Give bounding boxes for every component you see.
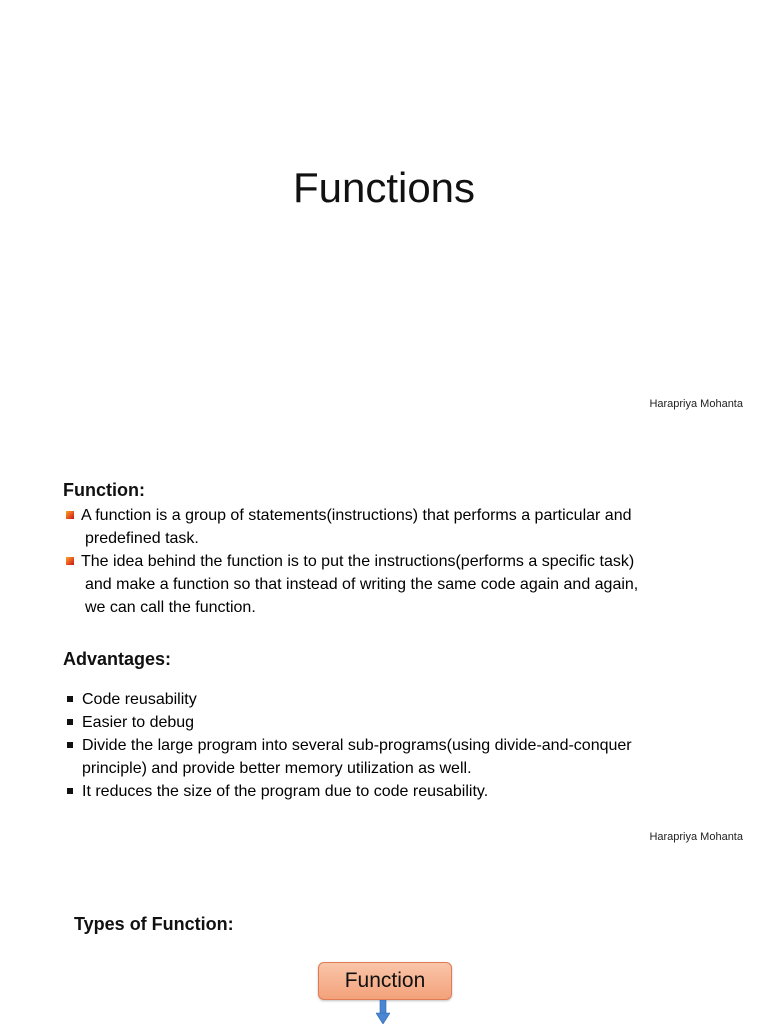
types-heading: Types of Function: <box>74 914 234 934</box>
point-line: and make a function so that instead of writing the same code again and again, <box>85 576 639 593</box>
advantages-heading: Advantages: <box>63 649 172 669</box>
function-heading: Function: <box>63 480 145 500</box>
function-slide <box>0 432 768 848</box>
definition-list <box>66 504 716 619</box>
slide-title: Functions <box>292 164 476 211</box>
point-line: predefined task. <box>85 530 199 547</box>
black-square-bullet-icon <box>67 696 73 702</box>
point-line: The idea behind the function is to put the instructions(performs a specific task) <box>81 553 635 570</box>
advantage-text: Code reusability <box>82 691 197 708</box>
definition-point <box>66 550 716 619</box>
black-square-bullet-icon <box>67 788 73 794</box>
title-slide <box>0 0 768 430</box>
orange-square-bullet-icon <box>66 557 74 565</box>
author-name: Harapriya Mohanta <box>649 831 743 843</box>
types-slide <box>0 850 768 1024</box>
list-item <box>66 734 726 780</box>
advantage-text: Divide the large program into several sub-programs(using divide-and-conquer <box>82 737 632 754</box>
definition-point <box>66 504 716 550</box>
orange-square-bullet-icon <box>66 511 74 519</box>
list-item <box>66 711 726 734</box>
advantage-text: It reduces the size of the program due to code reusability. <box>82 783 489 800</box>
advantage-text: Easier to debug <box>82 714 195 731</box>
advantages-list <box>66 688 726 803</box>
function-box: Function <box>318 962 452 1000</box>
list-item <box>66 780 726 803</box>
point-line: A function is a group of statements(instructions) that performs a particular and <box>81 507 632 524</box>
author-name: Harapriya Mohanta <box>649 398 743 410</box>
black-square-bullet-icon <box>67 719 73 725</box>
list-item <box>66 688 726 711</box>
advantage-text: principle) and provide better memory utilization as well. <box>82 760 472 777</box>
point-line: we can call the function. <box>85 599 256 616</box>
black-square-bullet-icon <box>67 742 73 748</box>
down-arrow-icon <box>376 1000 390 1024</box>
